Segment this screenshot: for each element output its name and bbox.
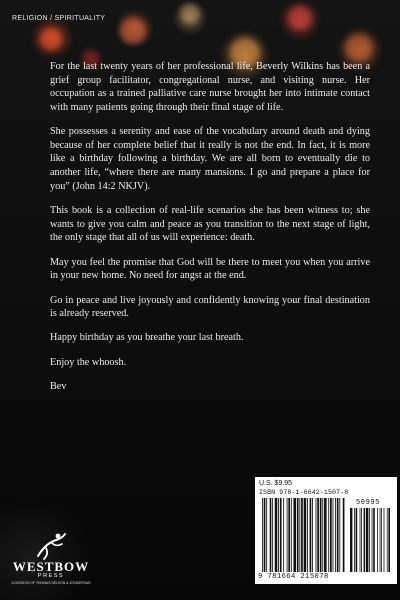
addon-bar [350, 508, 352, 572]
barcode-bar [301, 498, 303, 572]
addon-bar [372, 508, 373, 572]
barcode-bar [278, 498, 279, 572]
addon-bar [381, 508, 382, 572]
barcode-bar [275, 498, 278, 572]
addon-bar [364, 508, 366, 572]
blurb-paragraph: Happy birthday as you breathe your last breath. [50, 332, 244, 344]
blurb-paragraph: May you feel the promise that God will be there to meet you when you arrive in your new home. No need for angst at the end. [50, 256, 370, 282]
addon-bar [369, 508, 370, 572]
barcode-bar [312, 498, 313, 572]
addon-bar [384, 508, 385, 572]
barcode-bar [317, 498, 319, 572]
bokeh-light [120, 18, 146, 44]
barcode-bar [270, 498, 272, 572]
blurb-paragraph: Go in peace and live joyously and confidently knowing your final destination is already reserved. [50, 294, 370, 320]
barcode-bar [288, 498, 290, 572]
barcode-bar [335, 498, 336, 572]
blurb-paragraph: This book is a collection of real-life scenarios she has been witness to; she wants to give you calm and peace as you transition to the next stage of light, the only stage that all of us will experience: death. [50, 204, 370, 244]
barcode-bar [262, 498, 263, 572]
barcode-bar [304, 498, 307, 572]
publisher-division: A DIVISION OF THOMAS NELSON & ZONDERVAN [11, 581, 91, 585]
addon-bar [387, 508, 388, 572]
bokeh-light [345, 34, 373, 62]
barcode-bar [328, 498, 329, 572]
addon-bar [380, 508, 381, 572]
barcode-bar [264, 498, 266, 572]
barcode-image [260, 498, 392, 572]
barcode-bar [310, 498, 312, 572]
barcode-bar [283, 498, 284, 572]
blurb-paragraph: She possesses a serenity and ease of the vocabulary around death and dying because of her complete belief that it really is not the end. In fact, it is more like a birthday following a birthday. We are all born to eventually die to another life, “where there are many mansions. I go and prepare a place for you” (John 14:2 NKJV). [50, 126, 370, 192]
blurb-paragraph: For the last twenty years of her professional life, Beverly Wilkins has been a grief group facilitator, congregational nurse, and visiting nurse. Her occupation as a trained palliative care nurse brought her into intimate contact with many patients going through their final stage of life. [50, 61, 370, 113]
addon-bar [354, 508, 355, 572]
addon-bar [361, 508, 362, 572]
barcode-bar [339, 498, 340, 572]
publisher-logo [6, 532, 96, 594]
blurb-paragraph: Enjoy the whoosh. [50, 356, 127, 368]
publisher-press: PRESS [37, 573, 65, 579]
barcode-bar [333, 498, 334, 572]
barcode-bar [266, 498, 267, 572]
addon-bar [360, 508, 361, 572]
barcode-bar [299, 498, 300, 572]
barcode-bar [324, 498, 327, 572]
barcode-bar [291, 498, 292, 572]
bokeh-light [288, 6, 312, 30]
isbn-label: ISBN 978-1-6642-1507-8 [259, 489, 349, 496]
bokeh-light [40, 28, 62, 50]
barcode-panel [255, 477, 397, 584]
addon-bar [373, 508, 375, 572]
barcode-bar [330, 498, 332, 572]
leaping-figure-icon [34, 532, 68, 560]
barcode-bar [293, 498, 296, 572]
barcode-bar [343, 498, 345, 572]
barcode-bar [287, 498, 288, 572]
barcode-bar [272, 498, 273, 572]
barcode-bar [280, 498, 282, 572]
author-signoff: Bev [50, 381, 67, 393]
bokeh-light [180, 4, 200, 24]
barcode-digits: 9 781664 215078 [258, 573, 329, 581]
back-cover-blurb [50, 60, 370, 405]
addon-bar [388, 508, 390, 572]
barcode-bar [297, 498, 299, 572]
barcode-bar [322, 498, 323, 572]
price-label: U.S. $9.95 [259, 480, 293, 487]
addon-bar [356, 508, 358, 572]
price-addon-digits: 50995 [355, 499, 380, 507]
addon-bar [366, 508, 368, 572]
barcode-bar [307, 498, 308, 572]
category-label: RELIGION / SPIRITUALITY [12, 15, 106, 22]
barcode-bar [337, 498, 339, 572]
addon-bar [377, 508, 378, 572]
publisher-name: WESTBOW [12, 559, 90, 574]
barcode-bar [320, 498, 322, 572]
barcode-bar [316, 498, 317, 572]
